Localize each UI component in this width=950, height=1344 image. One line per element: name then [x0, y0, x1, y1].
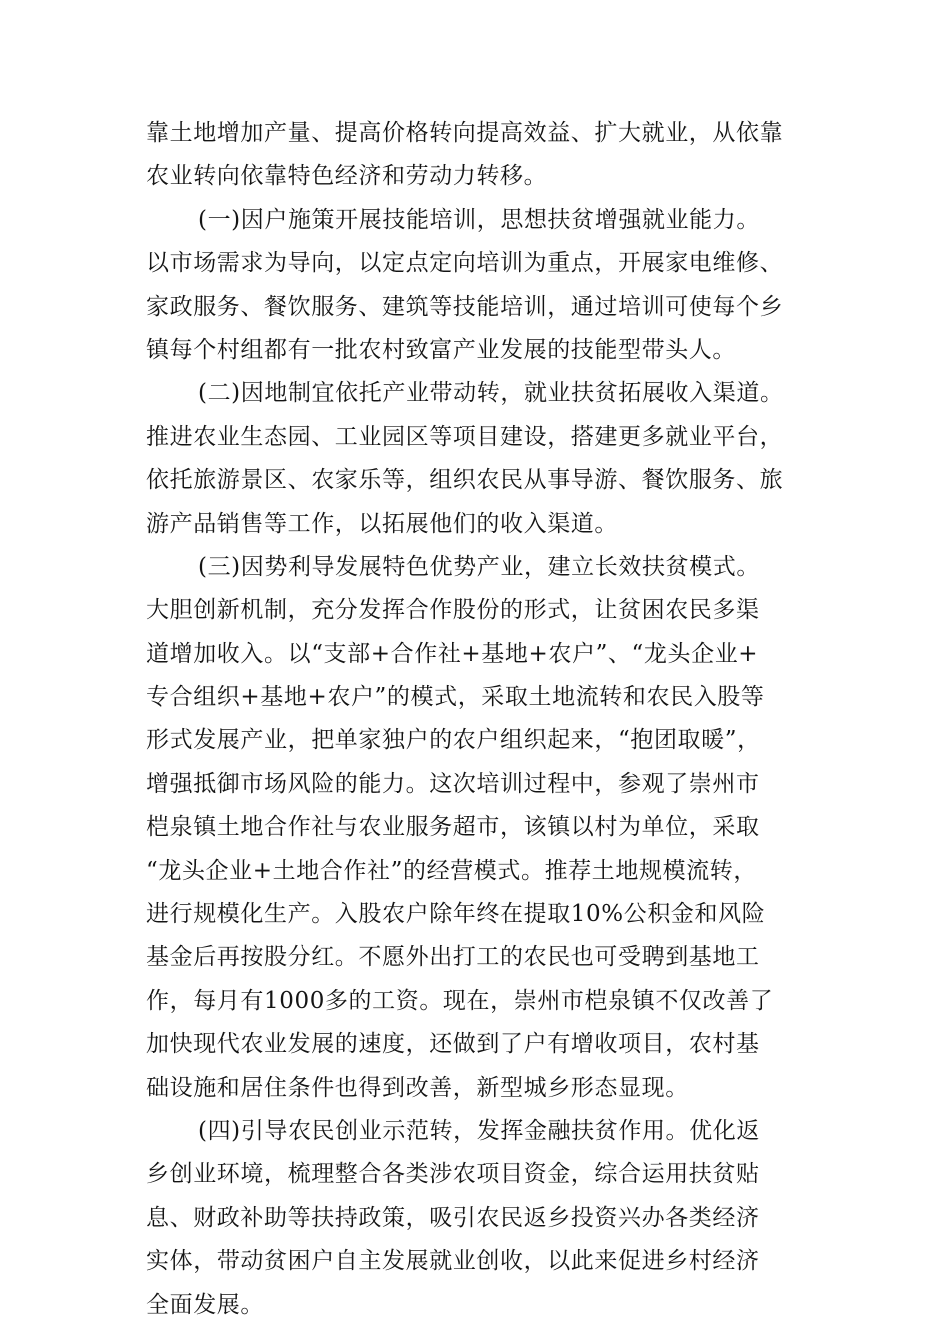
text-line: 农业转向依靠特色经济和劳动力转移。: [146, 163, 548, 190]
text-line: 息、财政补助等扶持政策，吸引农民返乡投资兴办各类经济: [146, 1204, 760, 1231]
text-line: “龙头企业+土地合作社”的经营模式。推荐土地规模流转，: [146, 857, 757, 884]
document-body: [146, 112, 826, 1327]
text-line: 基金后再按股分红。不愿外出打工的农民也可受聘到基地工: [146, 944, 760, 971]
section-heading: (四)引导农民创业示范转，发挥金融扶贫作用。优化返: [198, 1117, 760, 1144]
text-line: 实体，带动贫困户自主发展就业创收，以此来促进乡村经济: [146, 1248, 760, 1275]
text-line: 加快现代农业发展的速度，还做到了户有增收项目，农村基: [146, 1031, 760, 1058]
text-line: 全面发展。: [146, 1291, 264, 1318]
text-line: 进行规模化生产。入股农户除年终在提取10%公积金和风险: [146, 901, 766, 928]
text-line: 家政服务、餐饮服务、建筑等技能培训，通过培训可使每个乡: [146, 293, 784, 320]
section-heading: (二)因地制宜依托产业带动转，就业扶贫拓展收入渠道。: [198, 380, 784, 407]
text-line: 作，每月有1000多的工资。现在，崇州市桤泉镇不仅改善了: [146, 987, 774, 1014]
text-line: 乡创业环境，梳理整合各类涉农项目资金，综合运用扶贫贴: [146, 1161, 760, 1188]
section-heading: (一)因户施策开展技能培训，思想扶贫增强就业能力。: [198, 206, 760, 233]
text-line: 大胆创新机制，充分发挥合作股份的形式，让贫困农民多渠: [146, 597, 760, 624]
text-line: 以市场需求为导向，以定点定向培训为重点，开展家电维修、: [146, 250, 784, 277]
text-line: 依托旅游景区、农家乐等，组织农民从事导游、餐饮服务、旅: [146, 467, 784, 494]
text-line: 靠土地增加产量、提高价格转向提高效益、扩大就业，从依靠: [146, 120, 784, 146]
text-line: 桤泉镇土地合作社与农业服务超市，该镇以村为单位，采取: [146, 814, 760, 841]
text-line: 形式发展产业，把单家独户的农户组织起来，“抱团取暖”，: [146, 727, 761, 754]
text-line: 增强抵御市场风险的能力。这次培训过程中，参观了崇州市: [146, 770, 760, 797]
text-line: 专合组织+基地+农户”的模式，采取土地流转和农民入股等: [146, 684, 765, 711]
text-line: 础设施和居住条件也得到改善，新型城乡形态显现。: [146, 1074, 689, 1101]
section-heading: (三)因势利导发展特色优势产业，建立长效扶贫模式。: [198, 553, 760, 580]
text-line: 游产品销售等工作，以拓展他们的收入渠道。: [146, 510, 618, 537]
text-line: 镇每个村组都有一批农村致富产业发展的技能型带头人。: [146, 336, 736, 363]
text-line: 推进农业生态园、工业园区等项目建设，搭建更多就业平台，: [146, 423, 784, 450]
text-line: 道增加收入。以“支部+合作社+基地+农户”、“龙头企业+: [146, 640, 759, 667]
